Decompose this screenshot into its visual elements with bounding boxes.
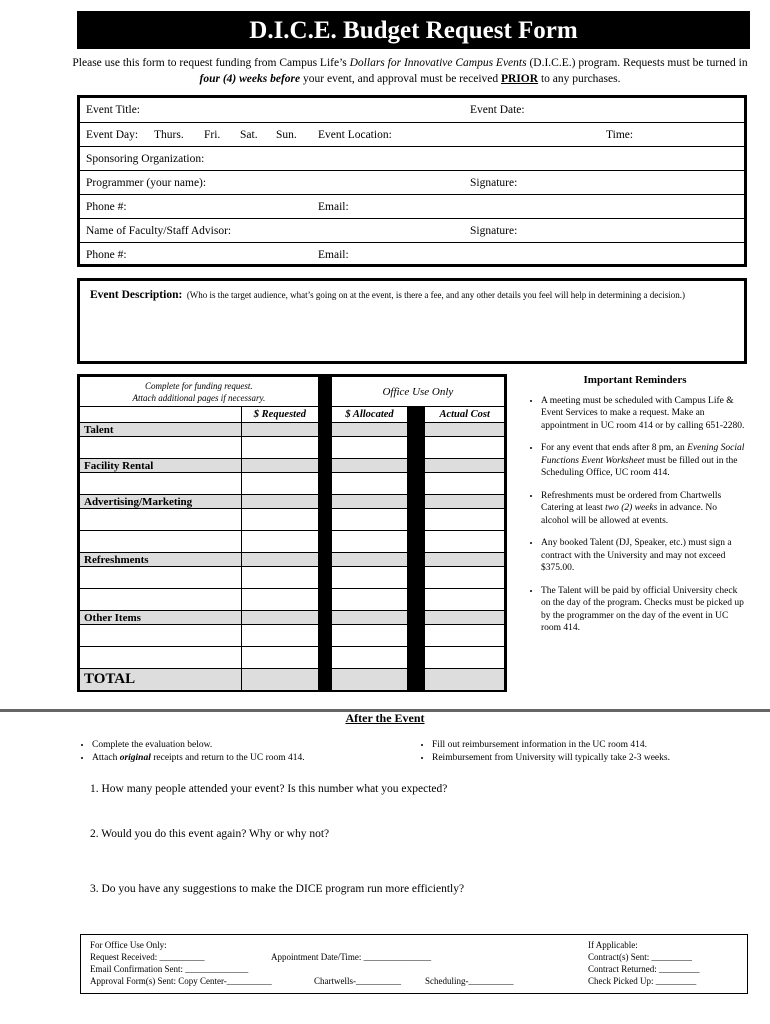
- event-description-box[interactable]: [77, 278, 747, 364]
- after-bullet: • Fill out reimbursement information in the UC room 414.: [432, 739, 750, 752]
- page-title: D.I.C.E. Budget Request Form: [77, 11, 750, 49]
- event-description-label: Event Description:: [90, 289, 183, 301]
- after-bullet-original: original: [119, 753, 151, 763]
- col-allocated: $ Allocated: [331, 407, 408, 423]
- day-option-thurs[interactable]: Thurs.: [154, 129, 184, 141]
- category-advertising: Advertising/Marketing: [80, 495, 242, 509]
- approval-scheduling-field[interactable]: Scheduling-__________: [425, 976, 514, 986]
- appointment-field[interactable]: Appointment Date/Time: _______________: [271, 952, 432, 962]
- after-bullets-right: [420, 739, 750, 765]
- after-bullet: • Reimbursement from University will typically take 2-3 weeks.: [432, 752, 750, 765]
- row-programmer-contact: [80, 194, 744, 219]
- divider-bar: [318, 377, 331, 691]
- row-event-title: [80, 98, 744, 122]
- after-bullet-text: receipts and return to the UC room 414.: [150, 753, 305, 763]
- requested-input[interactable]: [242, 509, 319, 531]
- reminder-item: [541, 442, 745, 480]
- intro-text: [70, 55, 750, 87]
- reminder-text: For any event that ends after 8 pm, an: [541, 443, 688, 453]
- reminder-item: [541, 490, 745, 528]
- budget-note-2: Attach additional pages if necessary.: [132, 392, 266, 403]
- day-option-fri[interactable]: Fri.: [204, 129, 221, 141]
- intro-deadline: four (4) weeks before: [199, 73, 301, 85]
- intro-part: your event, and approval must be received: [300, 73, 501, 85]
- intro-part: to any purchases.: [538, 73, 621, 85]
- budget-table: [77, 374, 507, 692]
- programmer-phone-field[interactable]: Phone #:: [86, 201, 127, 213]
- requested-input[interactable]: [242, 437, 319, 459]
- advisor-name-field[interactable]: Name of Faculty/Staff Advisor:: [86, 225, 232, 237]
- advisor-phone-field[interactable]: Phone #:: [86, 249, 127, 261]
- event-day-label: Event Day:: [86, 129, 139, 141]
- if-applicable-label: If Applicable:: [588, 940, 638, 950]
- request-received-field[interactable]: Request Received: __________: [90, 952, 205, 962]
- requested-input[interactable]: [242, 531, 319, 553]
- office-use-label: For Office Use Only:: [90, 940, 167, 950]
- email-confirmation-field[interactable]: Email Confirmation Sent: ______________: [90, 964, 249, 974]
- intro-program-name: Dollars for Innovative Campus Events: [349, 57, 527, 69]
- row-event-day: [80, 122, 744, 147]
- sponsoring-org-field[interactable]: Sponsoring Organization:: [86, 153, 205, 165]
- intro-part: (D.I.C.E.) program. Requests must be turned in: [526, 57, 748, 69]
- event-title-field[interactable]: Event Title:: [86, 104, 140, 116]
- after-bullets-left: [80, 739, 410, 765]
- approval-chartwells-field[interactable]: Chartwells-__________: [314, 976, 401, 986]
- after-bullet-text: Attach: [92, 753, 120, 763]
- office-use-header: Office Use Only: [331, 377, 504, 407]
- reminder-text: in advance. No alcohol will be allowed at events.: [541, 503, 717, 526]
- category-other: Other Items: [80, 611, 242, 625]
- question-2[interactable]: 2. Would you do this event again? Why or why not?: [90, 828, 330, 840]
- important-reminders: [525, 374, 745, 645]
- category-refreshments: Refreshments: [80, 553, 242, 567]
- advisor-signature-field[interactable]: Signature:: [470, 225, 518, 237]
- col-actual: Actual Cost: [425, 407, 505, 423]
- blank-cell: [80, 407, 242, 423]
- col-requested: $ Requested: [242, 407, 319, 423]
- divider-bar: [408, 407, 425, 423]
- row-advisor: [80, 218, 744, 243]
- requested-input[interactable]: [242, 647, 319, 669]
- reminder-worksheet: Evening Social Functions Event Worksheet: [541, 443, 745, 466]
- row-sponsor: [80, 146, 744, 171]
- budget-note-1: Complete for funding request.: [145, 380, 253, 391]
- event-date-field[interactable]: Event Date:: [470, 104, 525, 116]
- intro-prior: PRIOR: [501, 73, 539, 85]
- requested-input[interactable]: [242, 567, 319, 589]
- programmer-email-field[interactable]: Email:: [318, 201, 349, 213]
- row-programmer: [80, 170, 744, 195]
- day-option-sat[interactable]: Sat.: [240, 129, 258, 141]
- event-location-field[interactable]: Event Location:: [318, 129, 392, 141]
- after-bullet: [92, 752, 410, 765]
- after-event-title: After the Event: [345, 711, 425, 725]
- reminder-item: • A meeting must be scheduled with Campus Life & Event Services to make a request. Make an appointment in UC room 414 or by calling 651-2280.: [541, 395, 745, 433]
- reminders-title: Important Reminders: [583, 374, 687, 386]
- category-facility: Facility Rental: [80, 459, 242, 473]
- row-advisor-contact: [80, 242, 744, 267]
- requested-input[interactable]: [242, 625, 319, 647]
- after-bullet: • Complete the evaluation below.: [92, 739, 410, 752]
- office-use-box: [80, 934, 748, 994]
- intro-part: Please use this form to request funding from Campus Life’s: [72, 57, 350, 69]
- contract-sent-field[interactable]: Contract(s) Sent: _________: [588, 952, 692, 962]
- reminder-item: • The Talent will be paid by official University check on the day of the program. Checks must be picked up by the programmer on the day of the event in UC room 414.: [541, 585, 745, 635]
- requested-input[interactable]: [242, 473, 319, 495]
- total-label: TOTAL: [80, 669, 242, 691]
- event-info-form: [77, 95, 747, 267]
- category-talent: Talent: [80, 423, 242, 437]
- advisor-email-field[interactable]: Email:: [318, 249, 349, 261]
- programmer-field[interactable]: Programmer (your name):: [86, 177, 207, 189]
- reminder-text: must be filled out in the Scheduling Office, UC room 414.: [541, 455, 738, 478]
- question-3[interactable]: 3. Do you have any suggestions to make the DICE program run more efficiently?: [90, 883, 465, 895]
- programmer-signature-field[interactable]: Signature:: [470, 177, 518, 189]
- reminder-text: Refreshments must be ordered from Chartwells Catering at least: [541, 490, 722, 513]
- reminder-weeks: two (2) weeks: [605, 503, 658, 513]
- requested-input[interactable]: [242, 589, 319, 611]
- event-description-hint: (Who is the target audience, what’s going on at the event, is there a fee, and any other details you feel will help in determining a decision.): [186, 290, 685, 300]
- budget-note: [80, 377, 319, 407]
- approval-copy-center-field[interactable]: Approval Form(s) Sent: Copy Center-__________: [90, 976, 272, 986]
- check-picked-up-field[interactable]: Check Picked Up: _________: [588, 976, 697, 986]
- total-requested[interactable]: [242, 669, 319, 691]
- day-option-sun[interactable]: Sun.: [276, 129, 297, 141]
- reminder-item: • Any booked Talent (DJ, Speaker, etc.) must sign a contract with the University and may not exceed $375.00.: [541, 537, 745, 575]
- contract-returned-field[interactable]: Contract Returned: _________: [588, 964, 700, 974]
- question-1[interactable]: 1. How many people attended your event? Is this number what you expected?: [90, 783, 448, 795]
- time-field[interactable]: Time:: [606, 129, 634, 141]
